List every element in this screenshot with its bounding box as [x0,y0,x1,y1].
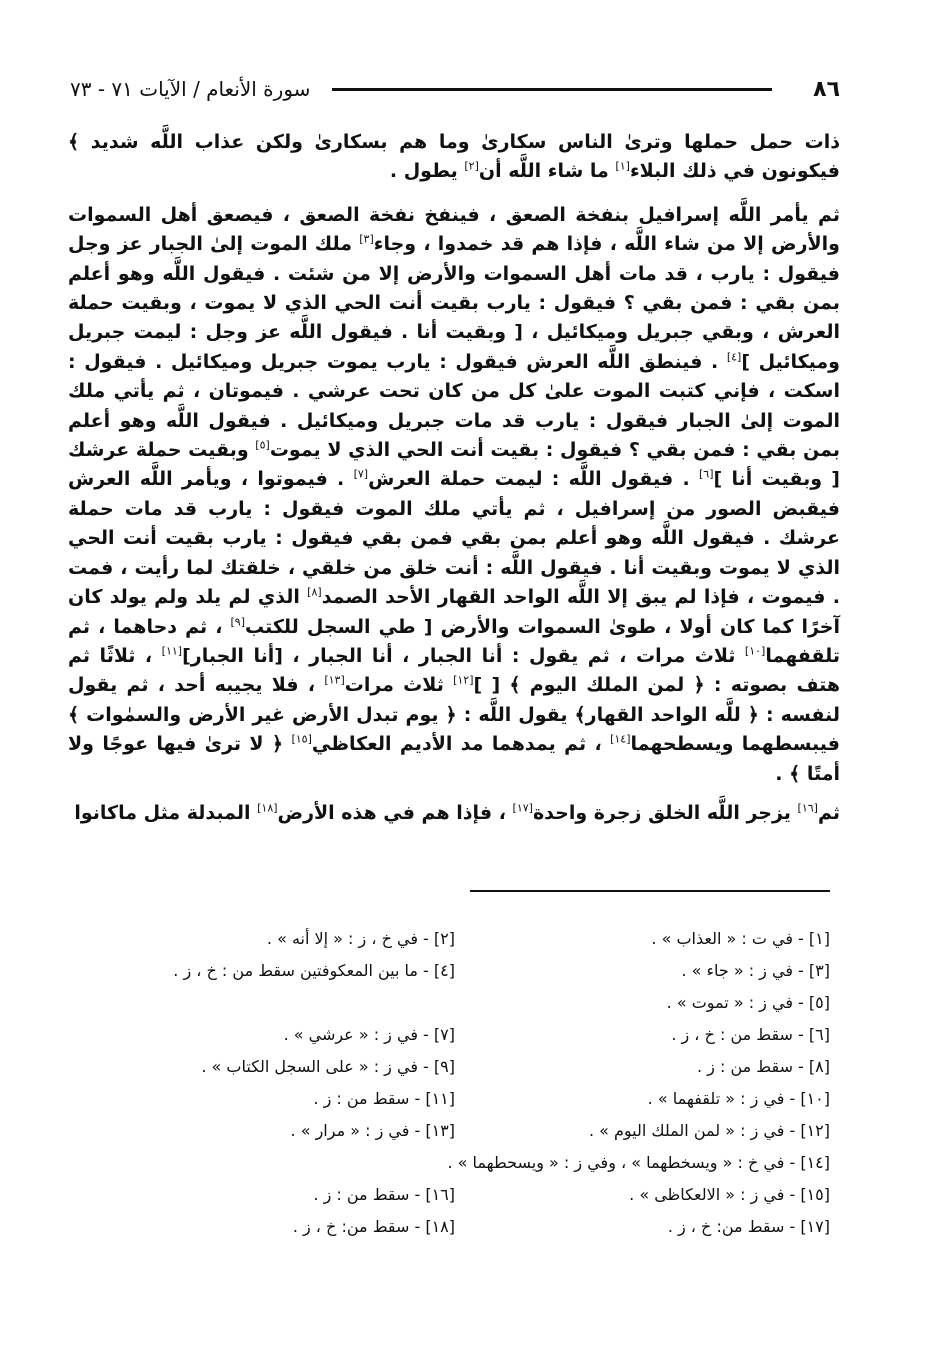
footnote: [١٠] - في ز : « تلقفهما » . [647,1088,830,1108]
footnote-row [80,1082,830,1114]
footnote-row [80,1178,830,1210]
footnote: [٣] - في ز : « جاء » . [681,960,830,980]
footnote: [٤] - ما بين المعكوفتين سقط من : خ ، ز . [173,960,455,980]
footnote-row [80,922,830,954]
footnote: [١٤] - في خ : « ويسخطهما » ، وفي ز : « ويسحطهما » . [447,1152,830,1172]
page-number: ٨٦ [813,76,840,102]
main-text [68,128,840,842]
footnote-separator [470,890,830,892]
footnote: [٩] - في ز : « على السجل الكتاب » . [201,1056,455,1076]
footnote: [٥] - في ز : « تموت » . [666,992,830,1012]
footnote: [١٥] - في ز : « الالعكاظى » . [629,1184,830,1204]
footnote: [١١] - سقط من : ز . [313,1088,455,1108]
footnote: [١٨] - سقط من: خ ، ز . [292,1216,455,1236]
paragraph-1: ذات حمل حملها وترىٰ الناس سكارىٰ وما هم بسكارىٰ ولكن عذاب اللَّه شديد ﴾ فيكونون في ذلك البلاء[١] ما شاء اللَّه أن[٢] يطول . [68,131,840,183]
footnote-row [80,1146,830,1178]
footnote: [٦] - سقط من : خ ، ز . [671,1024,830,1044]
footnote: [٧] - في ز : « عرشي » . [283,1024,455,1044]
paragraph-3: ثم[١٦] يزجر اللَّه الخلق زجرة واحدة[١٧] ، فإذا هم في هذه الأرض[١٨] المبدلة مثل ماكانوا [74,801,840,824]
footnote: [١] - في ت : « العذاب » . [651,928,830,948]
footnotes [80,922,830,1242]
surah-title: سورة الأنعام / الآيات ٧١ - ٧٣ [70,77,311,101]
footnote-row [80,1018,830,1050]
footnote-row [80,1114,830,1146]
footnote: [١٢] - في ز : « لمن الملك اليوم » . [588,1120,830,1140]
footnote-row [80,986,830,1018]
footnote-row [80,1210,830,1242]
header-rule [332,88,772,91]
footnote: [٢] - في خ ، ز : « إلا أنه » . [266,928,455,948]
paragraph-2: ثم يأمر اللَّه إسرافيل بنفخة الصعق ، فينفخ نفخة الصعق ، فيصعق أهل السموات والأرض إلا من شاء اللَّه ، فإذا هم قد خمدوا ، وجاء[٣] ملك الموت إلىٰ الجبار عز وجل فيقول : يارب ، قد مات أهل السموات والأرض إلا من شئت . فيقول اللَّه وهو أعلم بمن بقي : فمن بقي ؟ فيقول : يارب بقيت أنت الحي الذي لا يموت ، وبقيت حملة العرش ، وبقي جبريل وميكائيل ، [ وبقيت أنا . فيقول اللَّه عز وجل : ليمت جبريل وميكائيل ][٤] . فينطق اللَّه العرش فيقول : يارب يموت جبريل وميكائيل . فيقول : اسكت ، فإني كتبت الموت علىٰ كل من كان تحت عرشي . فيموتان ، ثم يأتي ملك الموت إلىٰ الجبار فيقول : يارب قد مات جبريل وميكائيل . فيقول اللَّه وهو أعلم بمن بقي : فمن بقي ؟ فيقول : بقيت أنت الحي الذي لا يموت[٥] وبقيت حملة عرشك [ وبقيت أنا ][٦] . فيقول اللَّه : ليمت حملة العرش[٧] . فيموتوا ، ويأمر اللَّه العرش فيقبض الصور من إسرافيل ، ثم يأتي ملك الموت فيقول : يارب قد مات حملة عرشك . فيقول اللَّه وهو أعلم بمن بقي فمن بقي فيقول : يارب بقيت أنت الحي الذي لا يموت وبقيت أنا . فيقول اللَّه : أنت خلق من خلقي ، خلقتك لما رأيت ، فمت . فيموت ، فإذا لم يبق إلا اللَّه الواحد القهار الأحد الصمد[٨] الذي لم يلد ولم يولد كان آخرًا كما كان أولا ، طوىٰ السموات والأرض [ طي السجل للكتب[٩] ، ثم دحاهما ، ثم تلقفهما[١٠] ثلاث مرات ، ثم يقول : أنا الجبار ، أنا الجبار ، [أنا الجبار][١١] ، ثلاثًا ثم هتف بصوته : ﴿ لمن الملك اليوم ﴾ [ ][١٢] ثلاث مرات[١٣] ، فلا يجيبه أحد ، ثم يقول لنفسه : ﴿ للَّه الواحد القهار﴾ يقول اللَّه : ﴿ يوم تبدل الأرض غير الأرض والسمٰوات ﴾ فيبسطهما ويسطحهما[١٤] ، ثم يمدهما مد الأديم العكاظي[١٥] ﴿ لا ترىٰ فيها عوجًا ولا أمتًا ﴾ . [68,203,840,785]
footnote: [١٦] - سقط من : ز . [313,1184,455,1204]
footnote-row [80,1050,830,1082]
footnote-row [80,954,830,986]
footnote: [١٧] - سقط من: خ ، ز . [667,1216,830,1236]
footnote: [١٣] - في ز : « مرار » . [290,1120,455,1140]
footnote: [٨] - سقط من : ز . [696,1056,830,1076]
page-header [70,72,840,106]
